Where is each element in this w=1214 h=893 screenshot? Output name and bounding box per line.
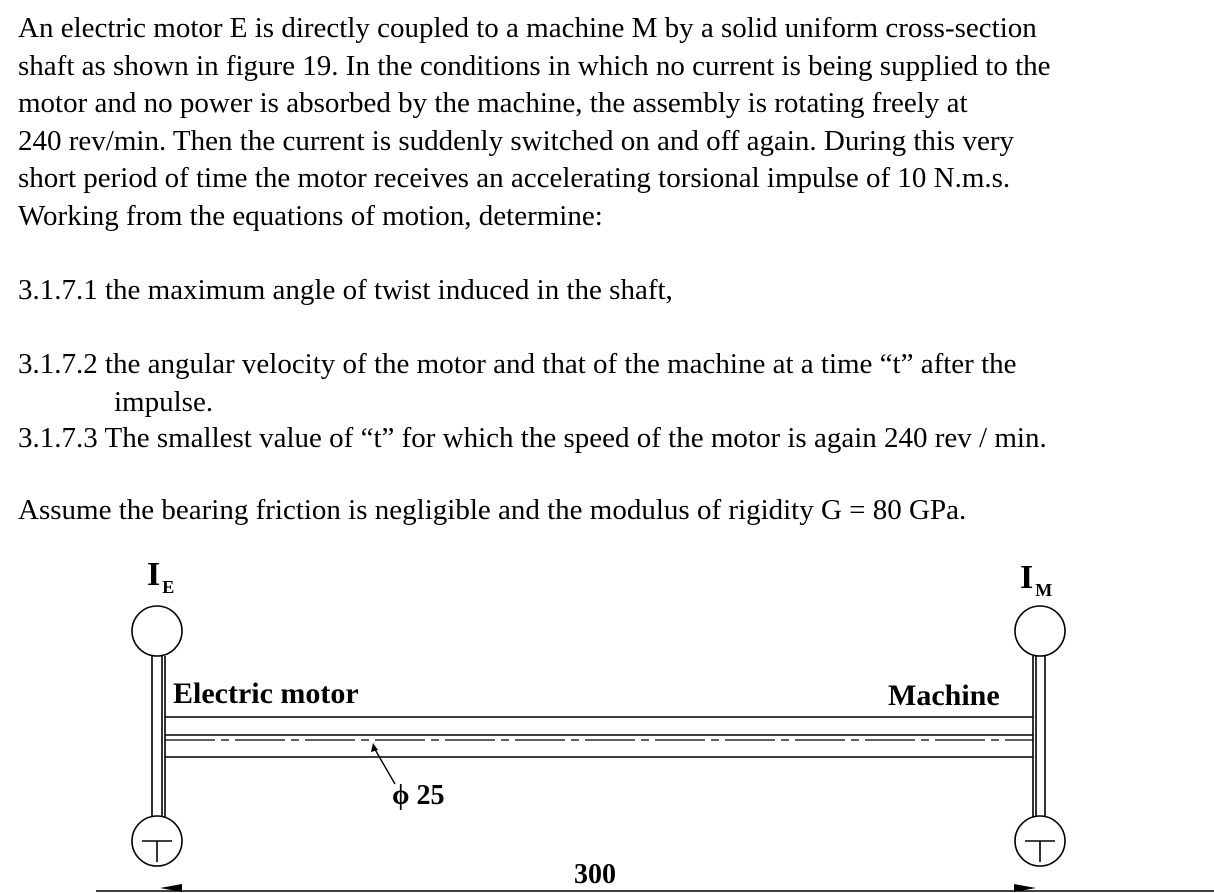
item-text: The smallest value of “t” for which the speed of the motor is again 240 rev / min. <box>104 422 1047 454</box>
item-number: 3.1.7.1 <box>18 274 98 306</box>
assumption-text: Assume the bearing friction is negligible and the modulus of rigidity G = 80 GPa. <box>18 494 967 526</box>
intro-line: shaft as shown in figure 19. In the conditions in which no current is being supplied to the <box>18 49 1051 82</box>
item-text: the angular velocity of the motor and that of the machine at a time “t” after the <box>105 348 1017 380</box>
question-item-2 <box>18 346 1017 421</box>
shaft <box>165 717 1033 757</box>
item-text: the maximum angle of twist induced in the shaft, <box>105 274 673 306</box>
item-continuation: impulse. <box>114 385 214 418</box>
length-dimension: 300 <box>574 859 616 890</box>
motor-rotor <box>132 606 182 866</box>
item-number: 3.1.7.3 <box>18 422 98 454</box>
question-item-3 <box>18 420 1047 458</box>
item-number: 3.1.7.2 <box>18 348 98 380</box>
intro-line: short period of time the motor receives an accelerating torsional impulse of 10 N.m.s. <box>18 162 1011 194</box>
right-inertia-symbol: I $_M$ <box>1020 559 1053 600</box>
problem-statement <box>18 10 1208 235</box>
diameter-leader <box>371 743 395 784</box>
intro-line: 240 rev/min. Then the current is suddenly switched on and off again. During this very <box>18 124 1014 157</box>
machine-rotor <box>1015 606 1065 866</box>
motor-label: Electric motor <box>173 677 359 710</box>
intro-line: An electric motor E is directly coupled to a machine M by a solid uniform cross-section <box>18 12 1037 44</box>
shaft-figure <box>0 540 1214 893</box>
machine-label: Machine <box>888 679 1000 712</box>
question-item-1 <box>18 272 673 310</box>
intro-line: motor and no power is absorbed by the machine, the assembly is rotating freely at <box>18 87 968 119</box>
diameter-dimension: ϕ 25 <box>392 780 445 811</box>
length-dimension-line <box>96 884 1214 892</box>
left-inertia-symbol: I $_E$ <box>147 556 175 597</box>
intro-line: Working from the equations of motion, determine: <box>18 199 603 232</box>
